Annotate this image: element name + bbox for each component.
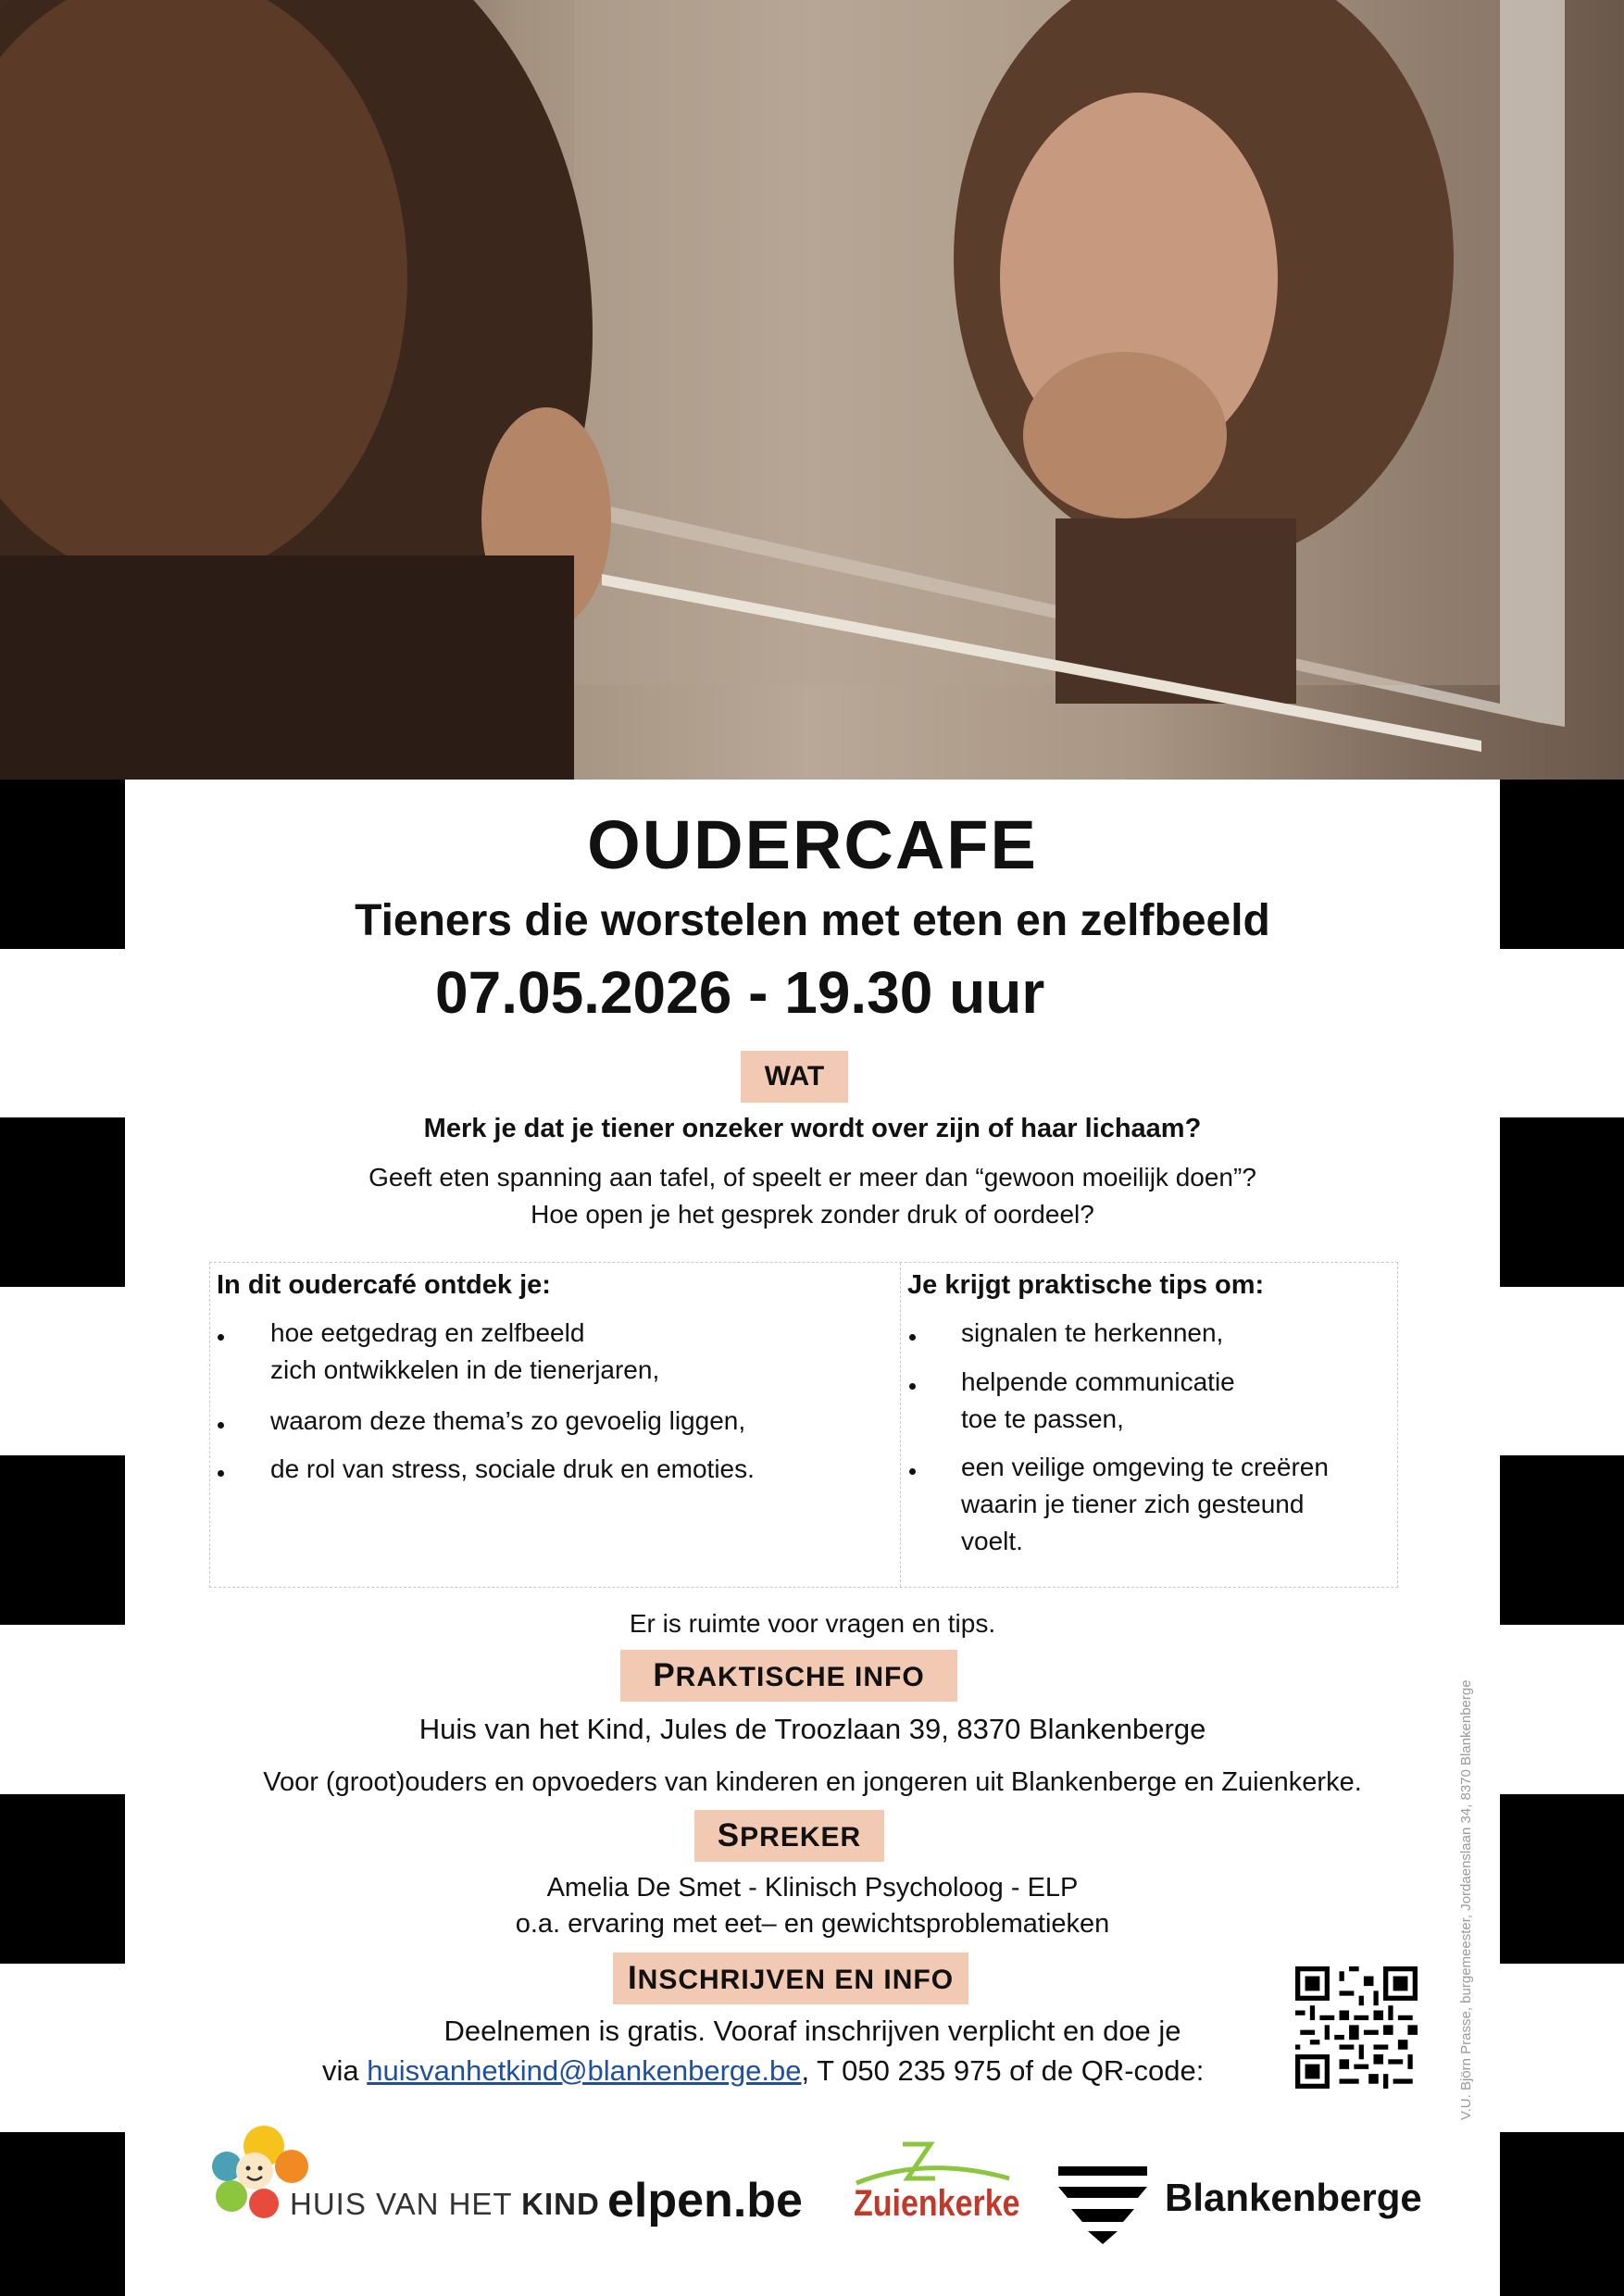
list-item-line: waarin je tiener zich gesteund <box>961 1490 1305 1518</box>
bullet-icon <box>218 1422 224 1429</box>
hero-illustration <box>0 0 1624 780</box>
logo-text-part: HUIS VAN HET <box>290 2187 522 2221</box>
page-title: OUDERCAFE <box>587 806 1038 883</box>
section-tag-spreker <box>694 1810 884 1862</box>
info-box <box>209 1262 1398 1588</box>
audience-text: Voor (groot)ouders en opvoeders van kinderen en jongeren uit Blankenberge en Zuienkerke. <box>263 1767 1362 1797</box>
elpen-logo: elpen.be <box>607 2174 803 2227</box>
hero-photo <box>0 0 1624 780</box>
list-item: de rol van stress, sociale druk en emoties. <box>270 1454 755 1483</box>
blankenberge-logo-icon <box>1058 2166 1147 2244</box>
responsible-publisher: V.U. Björn Prasse, burgemeester, Jordaenslaan 34, 8370 Blankenberge <box>1458 1679 1474 2120</box>
section-label-initial: I <box>627 1960 638 1996</box>
column-divider <box>900 1263 901 1587</box>
logo-text-bold: KIND <box>521 2187 600 2221</box>
list-item: signalen te herkennen, <box>961 1318 1224 1347</box>
left-black-bar <box>0 1117 125 1287</box>
list-item-line: een veilige omgeving te creëren <box>961 1453 1329 1481</box>
section-tag-inschrijven <box>613 1953 968 2004</box>
section-tag-wat <box>741 1051 848 1103</box>
list-item: waarom deze thema’s zo gevoelig liggen, <box>270 1406 746 1435</box>
page-subtitle: Tieners die worstelen met eten en zelfbeeld <box>355 896 1270 945</box>
section-label: PREKER <box>740 1822 862 1853</box>
section-label: WAT <box>764 1061 825 1092</box>
right-column-heading: Je krijgt praktische tips om: <box>907 1270 1265 1300</box>
right-black-bar <box>1500 1455 1624 1625</box>
left-black-bar <box>0 1794 125 1964</box>
right-black-bar <box>1500 1117 1624 1287</box>
contact-prefix: via <box>322 2054 368 2087</box>
email-link[interactable]: huisvanhetkind@blankenberge.be <box>367 2054 802 2087</box>
bullet-icon <box>909 1334 916 1341</box>
bullet-icon <box>218 1470 224 1477</box>
left-black-bar <box>0 1455 125 1625</box>
list-item-line: helpende communicatie <box>961 1367 1235 1396</box>
intro-question-2: Hoe open je het gesprek zonder druk of oordeel? <box>531 1200 1094 1229</box>
registration-contact <box>322 2054 1204 2088</box>
list-item <box>961 1449 1329 1560</box>
section-label: RAKTISCHE INFO <box>675 1662 925 1692</box>
list-item-line: zich ontwikkelen in de tienerjaren, <box>270 1355 660 1384</box>
right-black-bar <box>1500 780 1624 949</box>
list-item-line: toe te passen, <box>961 1404 1124 1433</box>
bullet-icon <box>218 1334 224 1341</box>
section-tag-praktische-info <box>620 1650 957 1702</box>
speaker-experience: o.a. ervaring met eet– en gewichtsproblematieken <box>515 1909 1110 1939</box>
zuienkerke-logo-text: Zuienkerke <box>854 2183 1020 2224</box>
event-address: Huis van het Kind, Jules de Troozlaan 39, 8370 Blankenberge <box>418 1713 1206 1745</box>
huis-van-het-kind-logo-text <box>290 2187 600 2222</box>
speaker-name: Amelia De Smet - Klinisch Psycholoog - ELP <box>546 1873 1079 1903</box>
section-label: NSCHRIJVEN EN INFO <box>637 1965 955 1995</box>
intro-question-1: Geeft eten spanning aan tafel, of speelt er meer dan “gewoon moeilijk doen”? <box>369 1163 1256 1192</box>
left-black-bar <box>0 2132 125 2296</box>
left-column-heading: In dit oudercafé ontdek je: <box>217 1270 551 1300</box>
registration-text: Deelnemen is gratis. Vooraf inschrijven verplicht en doe je <box>443 2015 1181 2047</box>
list-item-line: voelt. <box>961 1527 1023 1555</box>
event-date: 07.05.2026 - 19.30 uur <box>435 959 1045 1026</box>
blankenberge-logo-text: Blankenberge <box>1165 2176 1422 2219</box>
ruimte-text: Er is ruimte voor vragen en tips. <box>629 1609 996 1638</box>
bullet-icon <box>909 1468 916 1475</box>
intro-lead: Merk je dat je tiener onzeker wordt over zijn of haar lichaam? <box>423 1114 1202 1143</box>
contact-suffix: , T 050 235 975 of de QR-code: <box>801 2054 1205 2087</box>
list-item-line: hoe eetgedrag en zelfbeeld <box>270 1318 585 1347</box>
right-black-bar <box>1500 1794 1624 1964</box>
left-black-bar <box>0 780 125 949</box>
list-item <box>270 1315 659 1389</box>
list-item <box>961 1364 1235 1438</box>
section-label-initial: S <box>717 1817 741 1853</box>
section-label-initial: P <box>653 1657 676 1693</box>
right-black-bar <box>1500 2132 1624 2296</box>
qr-code-icon[interactable] <box>1295 1966 1418 2089</box>
bullet-icon <box>909 1383 916 1390</box>
